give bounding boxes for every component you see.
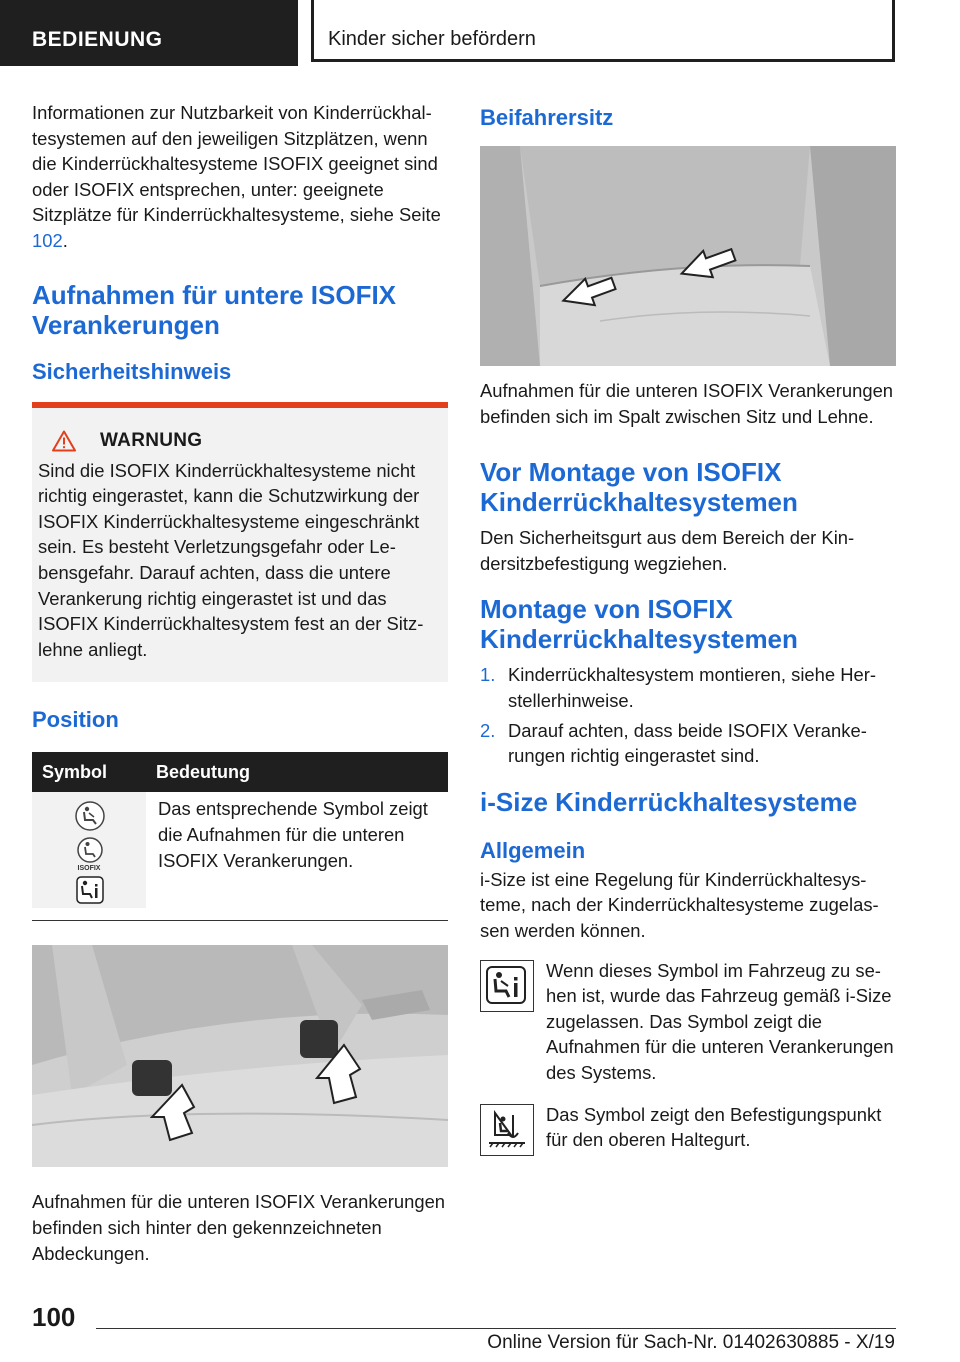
mounting-steps [480,662,896,768]
heading-passenger-seat: Beifahrersitz [480,105,614,130]
meaning-text: Das entsprechende Symbol zeigt die Aufnahmen für die unteren ISOFIX Verankerungen. [158,798,428,871]
isofix-label: ISOFIX [77,865,101,873]
section-title: BEDIENUNG [0,0,298,66]
table-divider [32,920,448,921]
rear-seat-illustration [32,945,448,1167]
chapter-title: Kinder sicher befördern [311,0,895,62]
isize-symbol-text: Wenn dieses Symbol im Fahrzeug zu sehen ist, wurde das Fahrzeug gemäß i-Size zugelassen. Das Symbol zeigt die Aufnahmen für die unteren Verankerungen des Systems. [546,959,894,1083]
footer-divider [96,1328,896,1329]
heading-before-mounting: Vor Montage von ISOFIX Kinderrückhaltesystemen [480,457,798,518]
table-row [32,792,448,908]
isize-symbol-block [480,958,896,1086]
list-item: 1. Kinderrückhaltesystem montieren, siehe Herstellerhinweise. [480,664,876,711]
isize-seat-icon [481,961,531,1009]
heading-mounting: Montage von ISOFIX Kinderrückhaltesystemen [480,594,798,655]
anchor-symbol-text: Das Symbol zeigt den Befestigungspunkt für den oberen Haltegurt. [546,1103,882,1151]
isofix-seat-labelled-icon [76,836,104,864]
heading-isofix-anchors: Aufnahmen für untere ISOFIX Verankerungen [32,279,397,340]
anchor-symbol-block [480,1102,896,1153]
passenger-seat-photo [480,146,896,366]
intro-paragraph: Informationen zur Nutzbarkeit von Kinderrückhaltesystemen auf den jeweiligen Sitzplätzen, wenn die Kinderrückhaltesysteme ISOFIX geeignet sind oder ISOFIX entsprechen, unter: geeignete Sitzplätze für Kinderrückhaltesysteme, siehe Seite 102. [32,102,441,251]
footer-version: Online Version für Sach-Nr. 01402630885 - X/19 [487,1332,895,1353]
warning-text: Sind die ISOFIX Kinderrückhaltesysteme nicht richtig eingerastet, kann die Schutzwirkung der ISOFIX Kinderrückhaltesysteme eingeschränkt sein. Es besteht Verletzungsgefahr oder Lebensgefahr. Darauf achten, dass die untere Verankerung richtig eingerastet ist und das ISOFIX Kinderrückhaltesystem fest an der Sitzlehne anliegt. [38,459,424,660]
left-column [32,100,448,1266]
before-mounting-text: Den Sicherheitsgurt aus dem Bereich der Kindersitzbefestigung wegziehen. [480,527,855,574]
right-column [480,100,896,1153]
heading-general: Allgemein [480,837,586,863]
page-number: 100 [32,1302,76,1332]
passenger-seat-illustration [480,146,896,366]
meaning-cell [146,792,448,908]
rear-seat-photo [32,945,448,1167]
general-text: i-Size ist eine Regelung für Kinderrückhaltesysteme, nach der Kinderrückhaltesysteme zugelassen werden können. [480,868,879,941]
rear-photo-caption: Aufnahmen für die unteren ISOFIX Verankerungen befinden sich hinter den gekennzeichneten Abdeckungen. [32,1191,446,1264]
heading-safety-notice: Sicherheitshinweis [32,358,232,384]
list-item: 2. Darauf achten, dass beide ISOFIX Verankerungen richtig eingerastet sind. [480,719,867,767]
symbol-table [32,752,448,908]
page-link[interactable]: 102 [32,229,63,251]
passenger-photo-caption: Aufnahmen für die unteren ISOFIX Verankerungen befinden sich im Spalt zwischen Sitz und Lehne. [480,380,894,427]
anchor-symbol-box [480,1104,534,1156]
isize-symbol-box [480,960,534,1012]
top-tether-anchor-icon [481,1105,531,1153]
heading-isize: i-Size Kinderrückhaltesysteme [480,786,858,817]
warning-box [32,402,448,683]
symbol-cell [32,792,146,908]
page-header [0,0,960,68]
table-header-symbol: Symbol [32,752,146,792]
heading-position: Position [32,707,119,733]
isize-symbol-icon [76,876,104,904]
table-header-meaning: Bedeutung [146,752,448,792]
isofix-seat-icon [74,800,106,832]
warning-triangle-icon [52,430,76,452]
warning-title: WARNUNG [100,429,203,451]
